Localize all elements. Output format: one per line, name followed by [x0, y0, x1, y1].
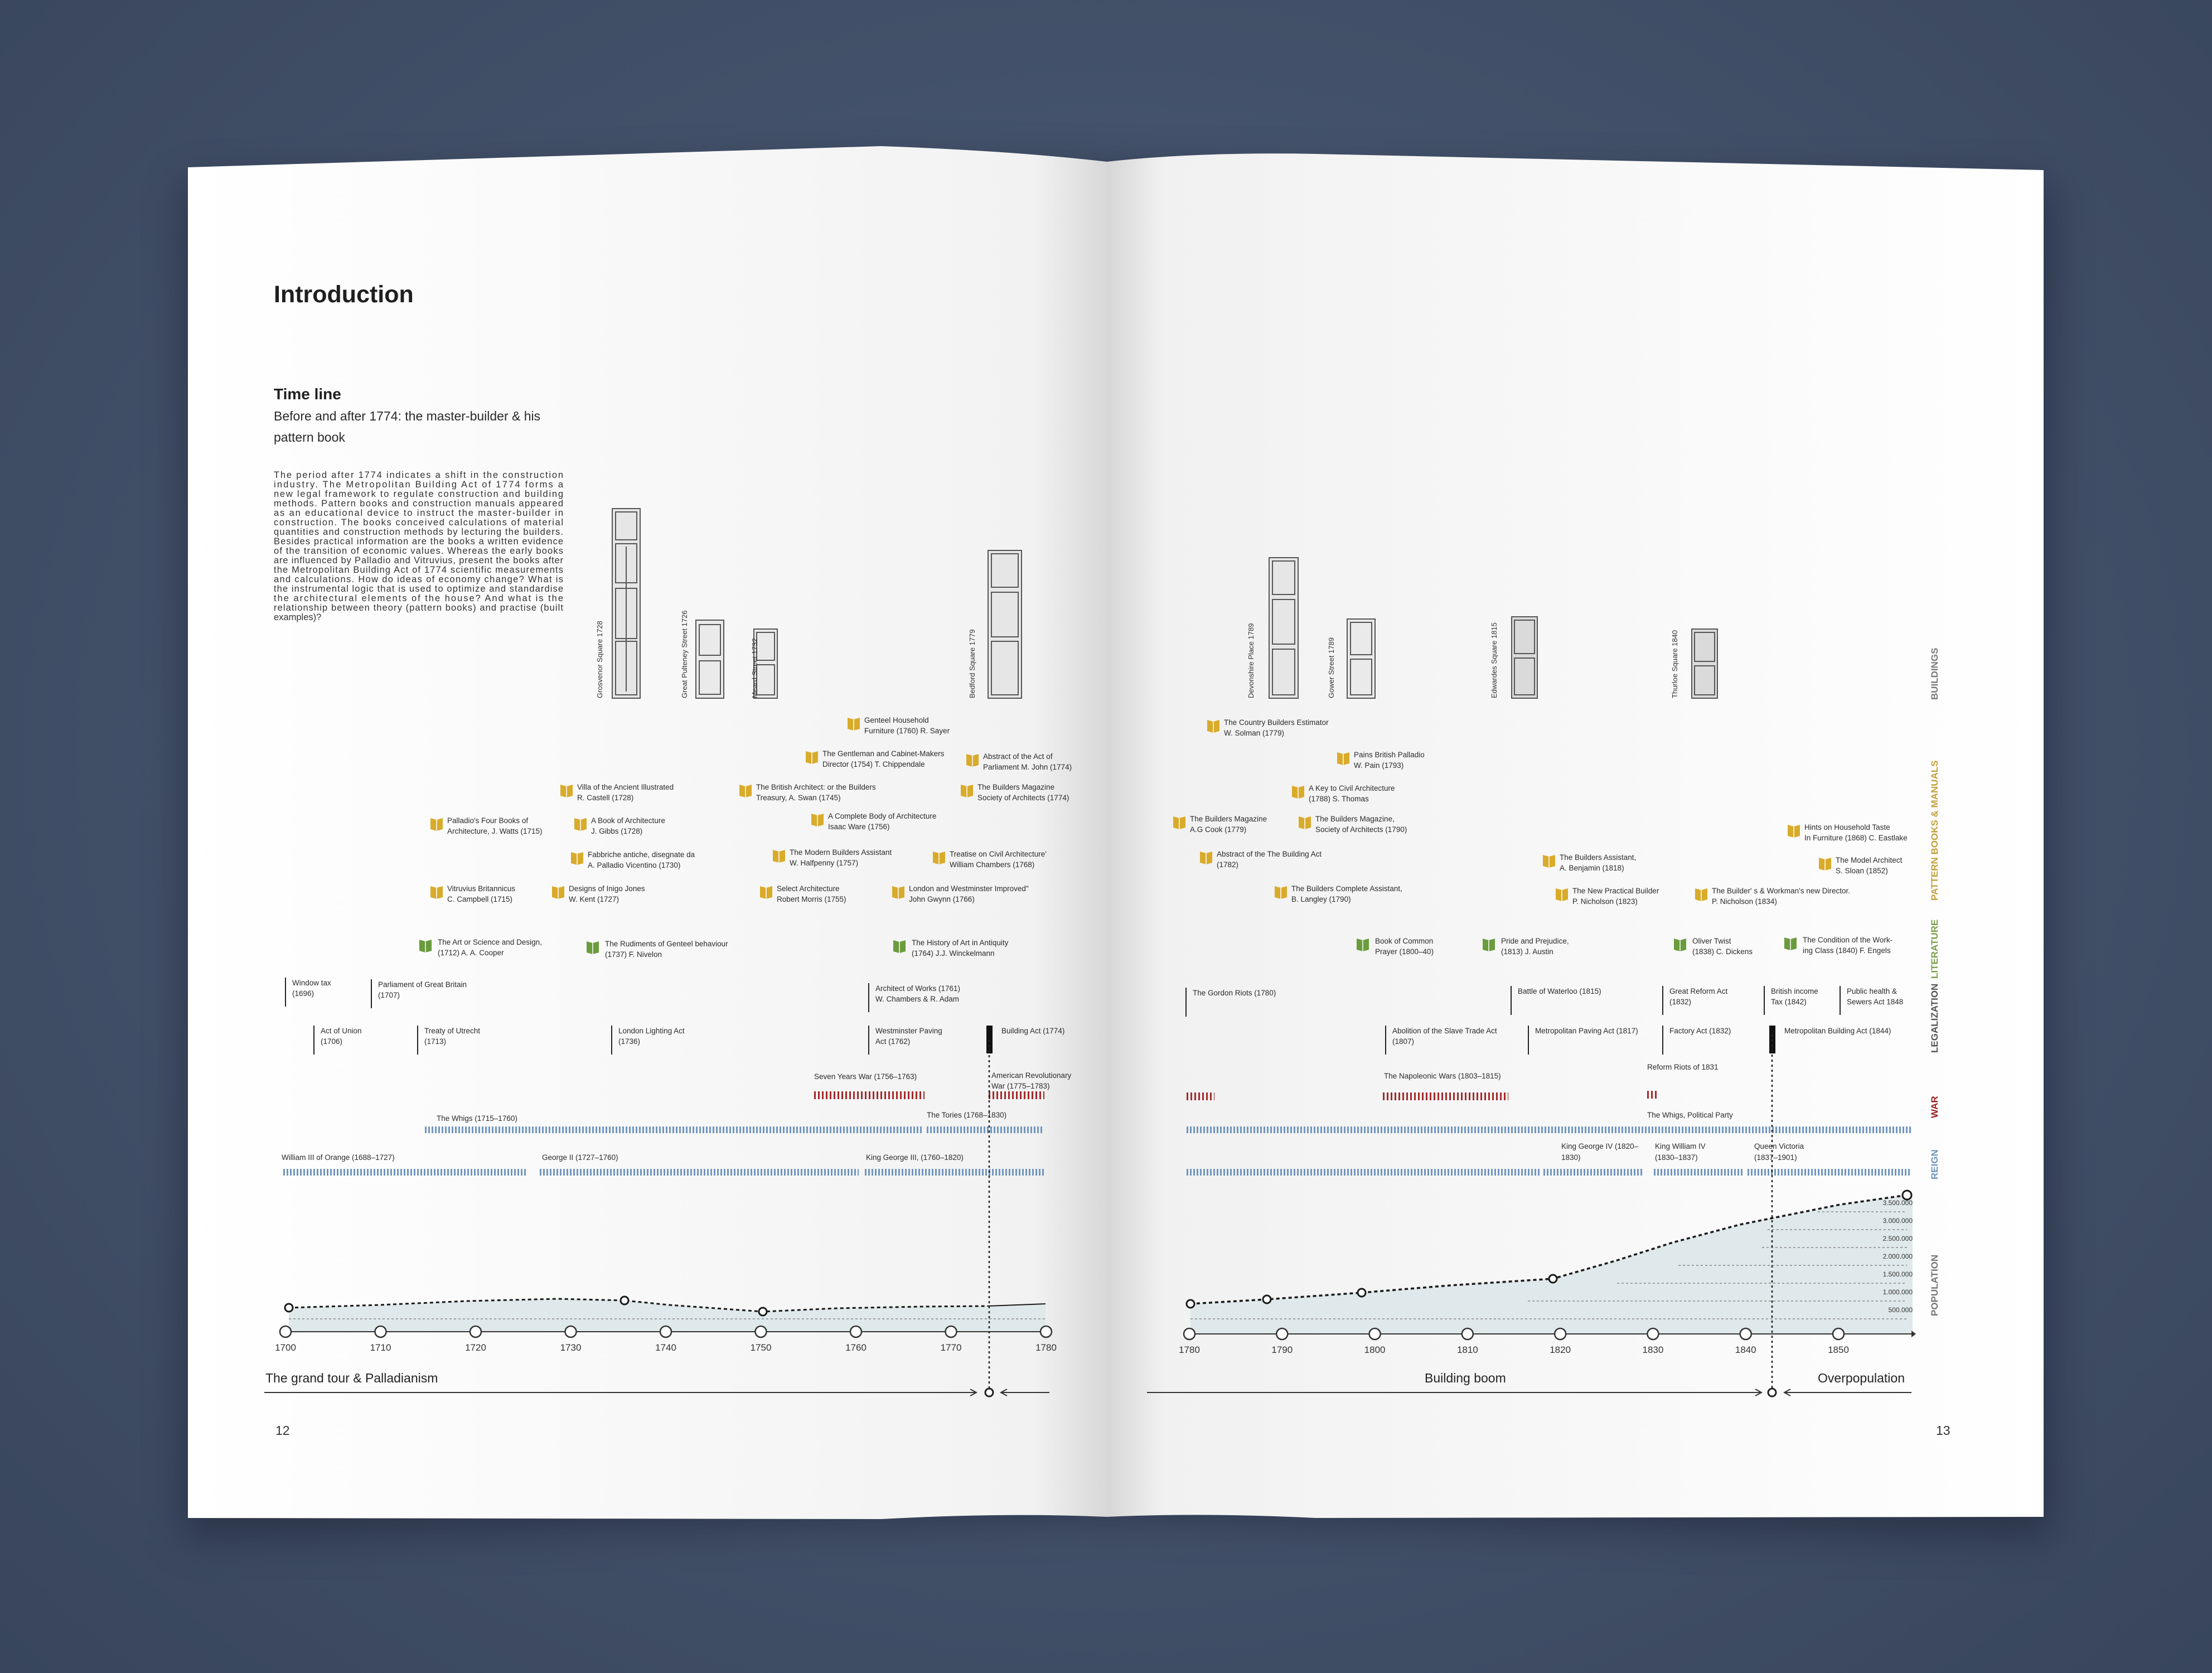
legal-label: Reform Riots of 1831	[1647, 1063, 1719, 1071]
war-label: Seven Years War (1756–1763)	[814, 1072, 917, 1081]
pattern-book-label: The British Architect: or the Builders	[756, 783, 876, 791]
paragraph-line: the instrumental logic that is used to optimize and standardise	[274, 584, 564, 594]
legal-label: Parliament of Great Britain	[378, 980, 467, 989]
paragraph-line: quantities and construction methods by lecturing the builders.	[274, 527, 563, 537]
era-label-overpopulation: Overpopulation	[1818, 1371, 1905, 1385]
pattern-book-label: William Chambers (1768)	[950, 860, 1035, 869]
paragraph-line: methods. Pattern books and construction manuals appeared	[274, 499, 564, 509]
pattern-book-label: B. Langley (1790)	[1291, 895, 1351, 903]
book-icon	[560, 785, 573, 797]
pattern-book-label: The Country Builders Estimator	[1224, 718, 1329, 727]
book-icon	[1200, 852, 1212, 864]
legal-item	[1647, 1063, 1719, 1071]
pattern-book-label: In Furniture (1868) C. Eastlake	[1804, 834, 1908, 842]
legal-label: (1707)	[378, 991, 400, 999]
subtitle-line-2: pattern book	[274, 430, 345, 444]
pattern-book-label: The Builders Magazine	[1190, 815, 1267, 823]
category-war: WAR	[1929, 1096, 1940, 1118]
year-label: 1710	[370, 1342, 391, 1353]
pattern-book-label: Society of Architects (1790)	[1315, 825, 1407, 834]
legal-label: Metropolitan Paving Act (1817)	[1535, 1027, 1638, 1035]
population-tick: 1.500.000	[1882, 1270, 1913, 1278]
year-label: 1790	[1271, 1345, 1293, 1355]
pattern-book-label: The Builders Magazine,	[1315, 815, 1395, 823]
building-label: Bedford Square 1779	[968, 629, 976, 698]
book-icon	[961, 785, 973, 797]
legal-label: (1696)	[292, 989, 314, 998]
pattern-book-label: A Book of Architecture	[591, 816, 665, 825]
literature-label: (1838) C. Dickens	[1692, 947, 1753, 956]
population-tick: 2.500.000	[1882, 1235, 1913, 1242]
paragraph-line: industry. The Metropolitan Building Act of 1774 forms a	[274, 480, 564, 490]
legal-label: Factory Act (1832)	[1669, 1027, 1731, 1035]
literature-label: ing Class (1840) F. Engels	[1803, 946, 1891, 955]
subtitle-line-1: Before and after 1774: the master-builder & his	[274, 409, 541, 423]
pattern-book-label: W. Halfpenny (1757)	[790, 859, 859, 867]
year-node	[756, 1326, 767, 1337]
paragraph-line: the Metropolitan Building Act of 1774 scientific measurements	[274, 565, 563, 575]
paragraph-line: The period after 1774 indicates a shift in the construction	[274, 470, 564, 480]
book-icon	[1556, 888, 1568, 901]
category-population: POPULATION	[1929, 1254, 1940, 1316]
book-icon	[848, 718, 860, 731]
paragraph-line: Besides practical information are the books a written evidence	[274, 536, 563, 547]
reign-label: 1830)	[1561, 1153, 1581, 1162]
pattern-book-label: The Model Architect	[1836, 856, 1903, 864]
legal-label: British income	[1771, 987, 1818, 995]
pattern-book-label: Robert Morris (1755)	[777, 895, 846, 903]
category-literature: LITERATURE	[1929, 919, 1940, 979]
book-icon	[773, 850, 785, 863]
population-point	[1358, 1289, 1366, 1297]
book-icon	[587, 941, 599, 954]
book-icon	[1173, 816, 1185, 829]
book-icon	[1788, 825, 1800, 838]
legal-label: Act (1762)	[875, 1037, 911, 1046]
book-icon	[1357, 939, 1369, 951]
legal-label: Tax (1842)	[1771, 998, 1807, 1006]
book-icon	[1674, 939, 1686, 951]
literature-label: (1712) A. A. Cooper	[438, 949, 504, 957]
book-icon	[571, 852, 583, 865]
year-node	[1276, 1328, 1287, 1340]
pattern-book-label: Fabbriche antiche, disegnate da	[588, 850, 695, 859]
plan-great-pulteney	[696, 620, 724, 698]
pattern-book-label: R. Castell (1728)	[577, 794, 634, 802]
reign-label: Queen Victoria	[1754, 1142, 1804, 1150]
population-point	[285, 1304, 293, 1312]
book-icon	[893, 940, 906, 953]
pattern-book-label: W. Pain (1793)	[1354, 761, 1404, 770]
book-icon	[806, 751, 818, 764]
paragraph-line: are influenced by Palladio and Vitruvius, present the books after	[274, 555, 563, 565]
book-icon	[892, 886, 904, 899]
literature-label: The History of Art in Antiquity	[912, 939, 1009, 947]
year-node	[1555, 1328, 1566, 1340]
pattern-book-label: London and Westminster Improved"	[909, 884, 1029, 893]
year-label: 1840	[1735, 1345, 1756, 1355]
war-label: The Napoleonic Wars (1803–1815)	[1384, 1072, 1501, 1080]
book-icon	[1483, 939, 1495, 951]
legal-label: (1807)	[1392, 1037, 1415, 1046]
pattern-book-label: P. Nicholson (1823)	[1572, 897, 1638, 906]
reign-label: King George IV (1820–	[1561, 1142, 1639, 1150]
pattern-book-label: The Modern Builders Assistant	[790, 848, 892, 857]
year-node	[280, 1326, 291, 1337]
book-icon	[811, 814, 824, 826]
building-label: Gower Street 1789	[1327, 637, 1335, 698]
pattern-book-label: Vitruvius Britannicus	[447, 884, 516, 893]
category-legalization: LEGALIZATION	[1929, 983, 1940, 1053]
year-node	[470, 1326, 481, 1337]
year-label: 1800	[1364, 1345, 1386, 1355]
literature-label: The Art or Science and Design,	[438, 938, 542, 946]
legal-label: Abolition of the Slave Trade Act	[1392, 1027, 1497, 1035]
year-node	[1833, 1328, 1844, 1340]
legal-label: Great Reform Act	[1669, 987, 1728, 995]
population-point	[1903, 1191, 1911, 1200]
book-icon	[1337, 752, 1349, 765]
book-icon	[739, 785, 752, 797]
pattern-book-label: John Gwynn (1766)	[909, 895, 975, 903]
category-buildings: BUILDINGS	[1929, 647, 1940, 700]
year-label: 1770	[940, 1342, 962, 1353]
reign-label: (1837–1901)	[1754, 1153, 1797, 1162]
pattern-book-label: Palladio's Four Books of	[447, 816, 529, 825]
pattern-book-label: Parliament M. John (1774)	[983, 763, 1072, 771]
book-icon	[1275, 886, 1287, 899]
paragraph-line: construction. The books conceived calculations of material	[274, 518, 563, 528]
pattern-book-label: The Builders Complete Assistant,	[1291, 884, 1402, 893]
paragraph-line: as an educational device to instruct the master-builder in	[274, 508, 563, 518]
legal-label: Metropolitan Building Act (1844)	[1784, 1027, 1891, 1035]
book-icon	[419, 940, 432, 952]
year-label: 1780	[1179, 1345, 1200, 1355]
book-icon	[1695, 888, 1707, 901]
book-icon	[933, 852, 945, 864]
pattern-book-label: Abstract of the The Building Act	[1217, 850, 1322, 858]
pattern-book-label: W. Solman (1779)	[1224, 729, 1285, 737]
pattern-book-label: W. Kent (1727)	[569, 895, 619, 903]
legal-label: Act of Union	[321, 1027, 362, 1035]
population-tick: 2.000.000	[1882, 1253, 1913, 1260]
pattern-book-label: Hints on Household Taste	[1804, 823, 1890, 831]
pattern-book-label: A. Benjamin (1818)	[1560, 864, 1624, 872]
legal-label: Battle of Waterloo (1815)	[1518, 987, 1601, 995]
year-label: 1850	[1828, 1345, 1849, 1355]
pattern-book-label: C. Campbell (1715)	[447, 895, 513, 903]
population-tick: 500.000	[1888, 1306, 1913, 1314]
book-icon	[430, 818, 443, 831]
building-label: Devonshire Place 1789	[1247, 623, 1255, 698]
pattern-book-label: Treasury, A. Swan (1745)	[756, 794, 841, 802]
pattern-book-label: J. Gibbs (1728)	[591, 827, 643, 835]
reign-label: George II (1727–1760)	[542, 1153, 618, 1162]
pattern-book-label: Genteel Household	[864, 716, 929, 724]
year-node	[1184, 1328, 1195, 1340]
year-label: 1720	[465, 1342, 486, 1353]
year-node	[375, 1326, 386, 1337]
literature-label: The Condition of the Work-	[1803, 936, 1893, 944]
pattern-book-label: (1788) S. Thomas	[1309, 795, 1369, 803]
paragraph-line: relationship between theory (pattern books) and practise (built	[274, 603, 564, 613]
plan-grosvenor-square	[612, 509, 640, 698]
literature-label: Prayer (1800–40)	[1375, 947, 1434, 956]
year-label: 1750	[750, 1342, 772, 1353]
pattern-book-label: Abstract of the Act of	[983, 752, 1053, 761]
year-label: 1700	[275, 1342, 296, 1353]
paragraph-line: the architectural elements of the house? And what is the	[274, 593, 563, 603]
party-label: The Tories (1768–1830)	[927, 1111, 1007, 1119]
book-icon	[1543, 855, 1555, 868]
legal-label: (1706)	[321, 1037, 343, 1046]
pattern-book-label: P. Nicholson (1834)	[1712, 897, 1777, 906]
year-label: 1740	[655, 1342, 676, 1353]
book-icon	[552, 886, 564, 899]
year-node	[660, 1326, 671, 1337]
pattern-book-label: Pains British Palladio	[1354, 751, 1425, 759]
legal-label: (1736)	[618, 1037, 641, 1046]
literature-label: The Rudiments of Genteel behaviour	[605, 940, 728, 948]
page-number-left: 12	[275, 1423, 290, 1438]
pattern-book-label: A.G Cook (1779)	[1190, 825, 1247, 834]
legal-label: Sewers Act 1848	[1847, 998, 1904, 1006]
building-label: Meard Street 1732	[751, 638, 759, 698]
reign-label: King George III, (1760–1820)	[866, 1153, 964, 1162]
party-label: The Whigs, Political Party	[1647, 1111, 1733, 1119]
reign-label: King William IV	[1655, 1142, 1706, 1150]
era-label-grand-tour: The grand tour & Palladianism	[265, 1371, 438, 1385]
book-icon	[1292, 786, 1304, 799]
building-label: Thurloe Square 1840	[1671, 630, 1679, 698]
building-label: Edwardes Square 1815	[1490, 622, 1498, 698]
legal-label: Building Act (1774)	[1001, 1027, 1065, 1035]
book-icon	[430, 886, 443, 899]
year-node	[565, 1326, 577, 1337]
category-pattern-books: PATTERN BOOKS & MANUALS	[1929, 760, 1940, 901]
legal-label: Treaty of Utrecht	[424, 1027, 481, 1035]
pattern-book-label: Architecture, J. Watts (1715)	[447, 827, 543, 835]
pattern-book-label: Designs of Inigo Jones	[569, 884, 645, 893]
pattern-book-label: Treatise on Civil Architecture'	[950, 850, 1047, 858]
pattern-book-label: A. Palladio Vicentino (1730)	[588, 861, 681, 869]
legal-label: Public health &	[1847, 987, 1898, 995]
book-icon	[1299, 816, 1311, 829]
plan-devonshire-place	[1269, 558, 1298, 698]
page-number-right: 13	[1936, 1423, 1950, 1438]
pattern-book-label: The Builders Magazine	[977, 783, 1055, 791]
year-label: 1830	[1642, 1345, 1664, 1355]
literature-label: (1813) J. Austin	[1501, 947, 1553, 956]
book-icon	[760, 886, 772, 899]
paragraph-line: new legal framework to regulate construction and building	[274, 489, 563, 499]
literature-label: Oliver Twist	[1692, 937, 1731, 945]
pattern-book-label: Director (1754) T. Chippendale	[822, 760, 925, 768]
pattern-book-label: Isaac Ware (1756)	[828, 823, 890, 831]
year-label: 1820	[1550, 1345, 1571, 1355]
legal-label: (1713)	[424, 1037, 447, 1046]
paragraph-line: of the transition of economic values. Whereas the early books	[274, 546, 563, 556]
category-reign: REIGN	[1929, 1149, 1940, 1179]
literature-label: (1737) F. Nivelon	[605, 950, 662, 959]
building-label: Grosvenor Square 1728	[596, 621, 604, 698]
paragraph-line: and calculations. How do ideas of economy change? What is	[274, 574, 563, 584]
population-point	[1263, 1295, 1271, 1303]
plan-gower-street	[1347, 619, 1375, 698]
pattern-book-label: The Builders Assistant,	[1560, 853, 1637, 862]
year-node	[1647, 1328, 1658, 1340]
page-heading: Introduction	[274, 281, 414, 308]
year-node	[946, 1326, 957, 1337]
year-node	[1462, 1328, 1473, 1340]
legal-label: The Gordon Riots (1780)	[1193, 989, 1276, 997]
legal-label: W. Chambers & R. Adam	[875, 995, 960, 1003]
population-point	[621, 1297, 628, 1304]
population-point	[1187, 1300, 1194, 1308]
section-title: Time line	[274, 385, 341, 403]
reign-label: William III of Orange (1688–1727)	[282, 1153, 395, 1162]
reign-label: (1830–1837)	[1655, 1153, 1698, 1162]
pattern-book-label: (1782)	[1217, 860, 1239, 869]
pattern-book-label: Select Architecture	[777, 884, 840, 893]
population-tick: 1.000.000	[1882, 1288, 1913, 1296]
year-node	[1740, 1328, 1751, 1340]
pattern-book-label: Society of Architects (1774)	[977, 794, 1069, 802]
legal-label: Westminster Paving	[875, 1027, 942, 1035]
year-label: 1780	[1035, 1342, 1057, 1353]
plan-thurloe-square	[1692, 629, 1717, 698]
year-node	[850, 1326, 861, 1337]
population-tick: 3.500.000	[1882, 1199, 1913, 1207]
year-label: 1730	[560, 1342, 582, 1353]
party-label: The Whigs (1715–1760)	[437, 1114, 517, 1123]
year-label: 1810	[1456, 1345, 1478, 1355]
pattern-book-label: Furniture (1760) R. Sayer	[864, 727, 950, 735]
year-node	[1040, 1326, 1052, 1337]
pattern-book-label: S. Sloan (1852)	[1836, 867, 1888, 875]
pattern-book-label: A Complete Body of Architecture	[828, 812, 937, 820]
pattern-book-label: The New Practical Builder	[1572, 887, 1659, 895]
year-label: 1760	[845, 1342, 867, 1353]
book-icon	[1784, 937, 1797, 950]
legal-label: Architect of Works (1761)	[875, 984, 961, 993]
population-point	[1549, 1275, 1557, 1283]
building-label: Great Pulteney Street 1726	[680, 610, 689, 698]
plan-bedford-square	[988, 550, 1022, 698]
era-label-building-boom: Building boom	[1425, 1371, 1506, 1385]
pattern-book-label: The Gentleman and Cabinet-Makers	[822, 750, 945, 758]
literature-label: Book of Common	[1375, 937, 1434, 945]
book-icon	[574, 818, 587, 831]
plan-edwardes-square	[1512, 617, 1537, 698]
book-icon	[1819, 858, 1831, 871]
literature-label: (1764) J.J. Winckelmann	[912, 949, 995, 958]
war-label: American Revolutionary	[991, 1071, 1072, 1080]
literature-label: Pride and Prejudice,	[1501, 937, 1569, 945]
pattern-book-label: A Key to Civil Architecture	[1309, 784, 1395, 792]
year-node	[1369, 1328, 1381, 1340]
population-tick: 3.000.000	[1882, 1217, 1913, 1225]
pattern-book-label: Villa of the Ancient Illustrated	[577, 783, 674, 791]
pattern-book-label: The Builder' s & Workman's new Director.	[1712, 887, 1850, 895]
war-label: War (1775–1783)	[991, 1082, 1050, 1090]
population-point	[759, 1308, 767, 1316]
book-icon	[1207, 720, 1219, 733]
paragraph-line: examples)?	[274, 612, 322, 622]
legal-label: (1832)	[1669, 998, 1692, 1006]
legal-label: Window tax	[292, 979, 331, 987]
legal-label: London Lighting Act	[618, 1027, 685, 1035]
book-icon	[966, 754, 979, 767]
